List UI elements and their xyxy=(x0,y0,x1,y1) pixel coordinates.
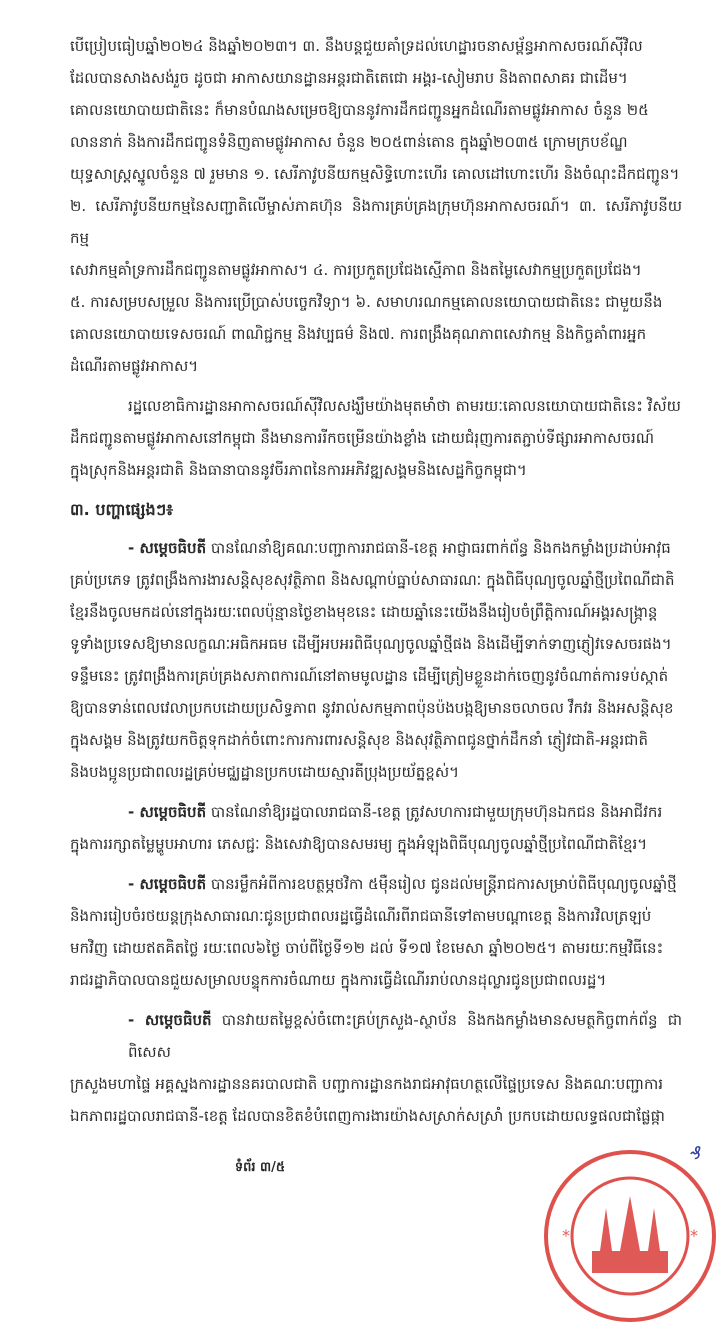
svg-text:*: * xyxy=(562,1226,570,1245)
text-line: លាននាក់ និងការដឹកជញ្ជូនទំនិញតាមផ្លូវអាកាស ចំនួន ២០៥ពាន់តោន ក្នុងឆ្នាំ២០៣៥ ក្រោមក្របខ័ណ្ឌ xyxy=(70,133,628,151)
text-line xyxy=(70,756,682,788)
text-line xyxy=(70,628,682,660)
text-line: ២. សេរីភាវូបនីយកម្មនៃសញ្ជាតិលើម្ចាស់ភាគហ៊ុន និងការគ្រប់គ្រងក្រុមហ៊ុនអាកាសចរណ៍។ ៣. សេរីភាវូបនីយកម្ម xyxy=(70,197,682,247)
text-line: ដឹកជញ្ជូនតាមផ្លូវអាកាសនៅកម្ពុជា នឹងមានការរីកចម្រើនយ៉ាងខ្លាំង ដោយជំរុញការតភ្ជាប់ទីផ្សារអាកាសចរណ៍ xyxy=(70,429,655,447)
bullet-paragraph xyxy=(70,796,682,860)
text-line xyxy=(70,868,682,900)
signature: ₰ xyxy=(690,1143,702,1164)
document-body xyxy=(70,0,682,1132)
text-line: ដំណើរតាមផ្លូវអាកាស។ xyxy=(70,357,199,375)
svg-text:*: * xyxy=(690,1226,698,1245)
text-line: សេវាកម្មគាំទ្រការដឹកជញ្ជូនតាមផ្លូវអាកាស។ ៤. ការប្រកួតប្រជែងស្មើភាព និងតម្លៃសេវាកម្មប្រកួតប្រជែង។ xyxy=(70,261,642,279)
text-line: ដែលបានសាងសង់រួច ដូចជា អាកាសយានដ្ឋានអន្តរជាតិតេជោ អង្គរ-សៀមរាប និងតាពសាគរ ជាដើម។ xyxy=(70,69,628,87)
text-line: គោលនយោបាយជាតិនេះ ក៏មានបំណងសម្រេចឱ្យបាននូវការដឹកជញ្ជូនអ្នកដំណើរតាមផ្លូវអាកាស ចំនួន ២៥ xyxy=(70,101,649,119)
text-line xyxy=(70,692,682,724)
text-segment: និងការរៀបចំរថយន្តក្រុងសាធារណៈជូនប្រជាពលរដ្ឋធ្វើដំណើរពីរាជធានីទៅតាមបណ្តាខេត្ត និងការវិលត្រឡប់ xyxy=(70,907,652,925)
bold-lead: - សម្តេចធិបតី xyxy=(128,803,207,821)
paragraph xyxy=(70,390,682,486)
official-seal xyxy=(540,1146,720,1326)
text-line xyxy=(70,964,682,996)
text-line xyxy=(70,1100,682,1132)
text-segment: ទូទាំងប្រទេសឱ្យមានលក្ខណៈអធិកអធម ដើម្បីអបអរពិធីបុណ្យចូលឆ្នាំថ្មីផង និងដើម្បីទាក់ទាញភ្ញៀវទេសចរផង។ xyxy=(70,635,672,653)
text-line: គោលនយោបាយទេសចរណ៍ ពាណិជ្ជកម្ម និងវប្បធម៌ និង៧. ការពង្រឹងគុណភាពសេវាកម្ម និងកិច្ចគាំពារអ្នក xyxy=(70,325,647,343)
text-line: ក្នុងស្រុកនិងអន្តរជាតិ និងធានាបាននូវចីរភាពនៃការអភិវឌ្ឍសង្គមនិងសេដ្ឋកិច្ចកម្ពុជា។ xyxy=(70,461,527,479)
text-segment: ឱ្យបានទាន់ពេលវេលាប្រកបដោយប្រសិទ្ធភាព នូវរាល់សកម្មភាពប៉ុនប៉ងបង្កឱ្យមានចលាចល វឹកវរ និងអសន្តិសុខ xyxy=(70,699,674,717)
bold-lead: - សម្តេចធិបតី xyxy=(128,875,207,893)
page-footer xyxy=(0,1142,724,1332)
bullet-paragraph xyxy=(70,532,682,788)
text-line xyxy=(70,1068,682,1100)
text-line: រដ្ឋលេខាធិការដ្ឋានអាកាសចរណ៍ស៊ីវិលសង្ឃឹមយ៉ាងមុតមាំថា តាមរយៈគោលនយោបាយជាតិនេះ វិស័យ xyxy=(128,397,681,415)
text-line xyxy=(70,596,682,628)
text-segment: បានរម្លឹកអំពីការឧបត្ថម្ភថវិកា ៥ម៉ឺនរៀល ជូនដល់មន្ត្រីរាជការសម្រាប់ពិធីបុណ្យចូលឆ្នាំថ្មី xyxy=(206,875,677,893)
text-line: ៥. ការសម្របសម្រួល និងការប្រើប្រាស់បច្ចេកវិទ្យា។ ៦. សមាហរណកម្មគោលនយោបាយជាតិនេះ ជាមួយនឹង xyxy=(70,293,663,311)
section-heading: ៣. បញ្ហាផ្សេងៗ៖ xyxy=(70,500,174,519)
text-line xyxy=(70,564,682,596)
text-line: យុទ្ធសាស្ត្រស្នូលចំនួន ៧ រួមមាន ១. សេរីភាវូបនីយកម្មសិទ្ធិហោះហើរ គោលដៅហោះហើរ និងចំណុះដឹកជញ្ជូន។ xyxy=(70,165,680,183)
text-line xyxy=(70,828,682,860)
page-number: ទំព័រ ៣/៥ xyxy=(234,1160,286,1175)
bold-lead: - សម្តេចធិបតី xyxy=(128,1011,212,1029)
text-segment: និងបងប្អូនប្រជាពលរដ្ឋគ្រប់មជ្ឈដ្ឋានប្រកបដោយស្មារតីប្រុងប្រយ័ត្នខ្ពស់។ xyxy=(70,763,459,781)
text-segment: បានវាយតម្លៃខ្ពស់ចំពោះគ្រប់ក្រសួង-ស្ថាប័ន និងកងកម្លាំងមានសមត្ថកិច្ចពាក់ព័ន្ធ ជាពិសេស xyxy=(128,1011,682,1061)
text-segment: ឯកភាពរដ្ឋបាលរាជធានី-ខេត្ត ដែលបានខិតខំបំពេញការងារយ៉ាងសស្រាក់សស្រាំ ប្រកបដោយលទ្ធផលជាផ្លែផ្កា xyxy=(70,1107,665,1125)
bullet-paragraph xyxy=(70,868,682,996)
text-segment: រាជរដ្ឋាភិបាលបានជួយសម្រាលបន្ទុកការចំណាយ ក្នុងការធ្វើដំណើររាប់លានដុល្លារជូនប្រជាពលរដ្ឋ។ xyxy=(70,971,607,989)
bullet-paragraph xyxy=(70,1004,682,1132)
text-segment: បានណែនាំឱ្យគណៈបញ្ជាការរាជធានី-ខេត្ត អាជ្ញាធរពាក់ព័ន្ធ និងកងកម្លាំងប្រដាប់អាវុធ xyxy=(206,539,671,557)
text-segment: ក្នុងសង្គម និងត្រូវយកចិត្តទុកដាក់ចំពោះការការពារសន្តិសុខ និងសុវត្ថិភាពជូនថ្នាក់ដឹកនាំ ភ្ញៀវជាតិ-អន្តរជាតិ xyxy=(70,731,648,749)
text-line xyxy=(70,1004,682,1068)
text-line xyxy=(70,932,682,964)
paragraph xyxy=(70,30,682,382)
text-line xyxy=(70,724,682,756)
text-line xyxy=(70,660,682,692)
text-line xyxy=(70,900,682,932)
text-segment: ក្រសួងមហាផ្ទៃ អគ្គស្នងការដ្ឋាននគរបាលជាតិ បញ្ជាការដ្ឋានកងរាជអាវុធហត្ថលើផ្ទៃប្រទេស និងគណៈបញ្ជាការ xyxy=(70,1075,664,1093)
text-segment: បានណែនាំឱ្យរដ្ឋបាលរាជធានី-ខេត្ត ត្រូវសហការជាមួយក្រុមហ៊ុនឯកជន និងអាជីវករ xyxy=(206,803,663,821)
text-line xyxy=(70,532,682,564)
text-segment: ខ្មែរនឹងចូលមកដល់នៅក្នុងរយៈពេលប៉ុន្មានថ្ងៃខាងមុខនេះ ដោយឆ្នាំនេះយើងនឹងរៀបចំព្រឹត្តិការណ៍អង្គរសង្ក្រាន្ត xyxy=(70,603,658,621)
text-segment: មកវិញ ដោយឥតគិតថ្លៃ រយៈពេល៦ថ្ងៃ ចាប់ពីថ្ងៃទី១២ ដល់ ទី១៧ ខែមេសា ឆ្នាំ២០២៥។ តាមរយៈកម្មវិធីនេះ xyxy=(70,939,664,957)
text-segment: ទន្ទឹមនេះ ត្រូវពង្រឹងការគ្រប់គ្រងសភាពការណ៍នៅតាមមូលដ្ឋាន ដើម្បីត្រៀមខ្លួនដាក់ចេញនូវចំណាត់ការទប់ស្កាត់ xyxy=(70,667,669,685)
bold-lead: - សម្តេចធិបតី xyxy=(128,539,207,557)
text-line xyxy=(70,796,682,828)
text-segment: គ្រប់ប្រភេទ ត្រូវពង្រឹងការងារសន្តិសុខសុវត្ថិភាព និងសណ្តាប់ធ្នាប់សាធារណៈ ក្នុងពិធីបុណ្យចូលឆ្នាំថ្មីប្រពៃណីជាតិ xyxy=(70,571,675,589)
text-line: បើប្រៀបធៀបឆ្នាំ២០២៤ និងឆ្នាំ២០២៣។ ៣. នឹងបន្តជួយគាំទ្រដល់ហេដ្ឋារចនាសម្ព័ន្ធអាកាសចរណ៍ស៊ីវិល xyxy=(70,37,643,55)
text-segment: ក្នុងការរក្សាតម្លៃម្ហូបអាហារ ភេសជ្ជៈ និងសេវាឱ្យបានសមរម្យ ក្នុងអំឡុងពិធីបុណ្យចូលឆ្នាំថ្មីប្រពៃណីជាតិខ្មែរ។ xyxy=(70,835,648,853)
